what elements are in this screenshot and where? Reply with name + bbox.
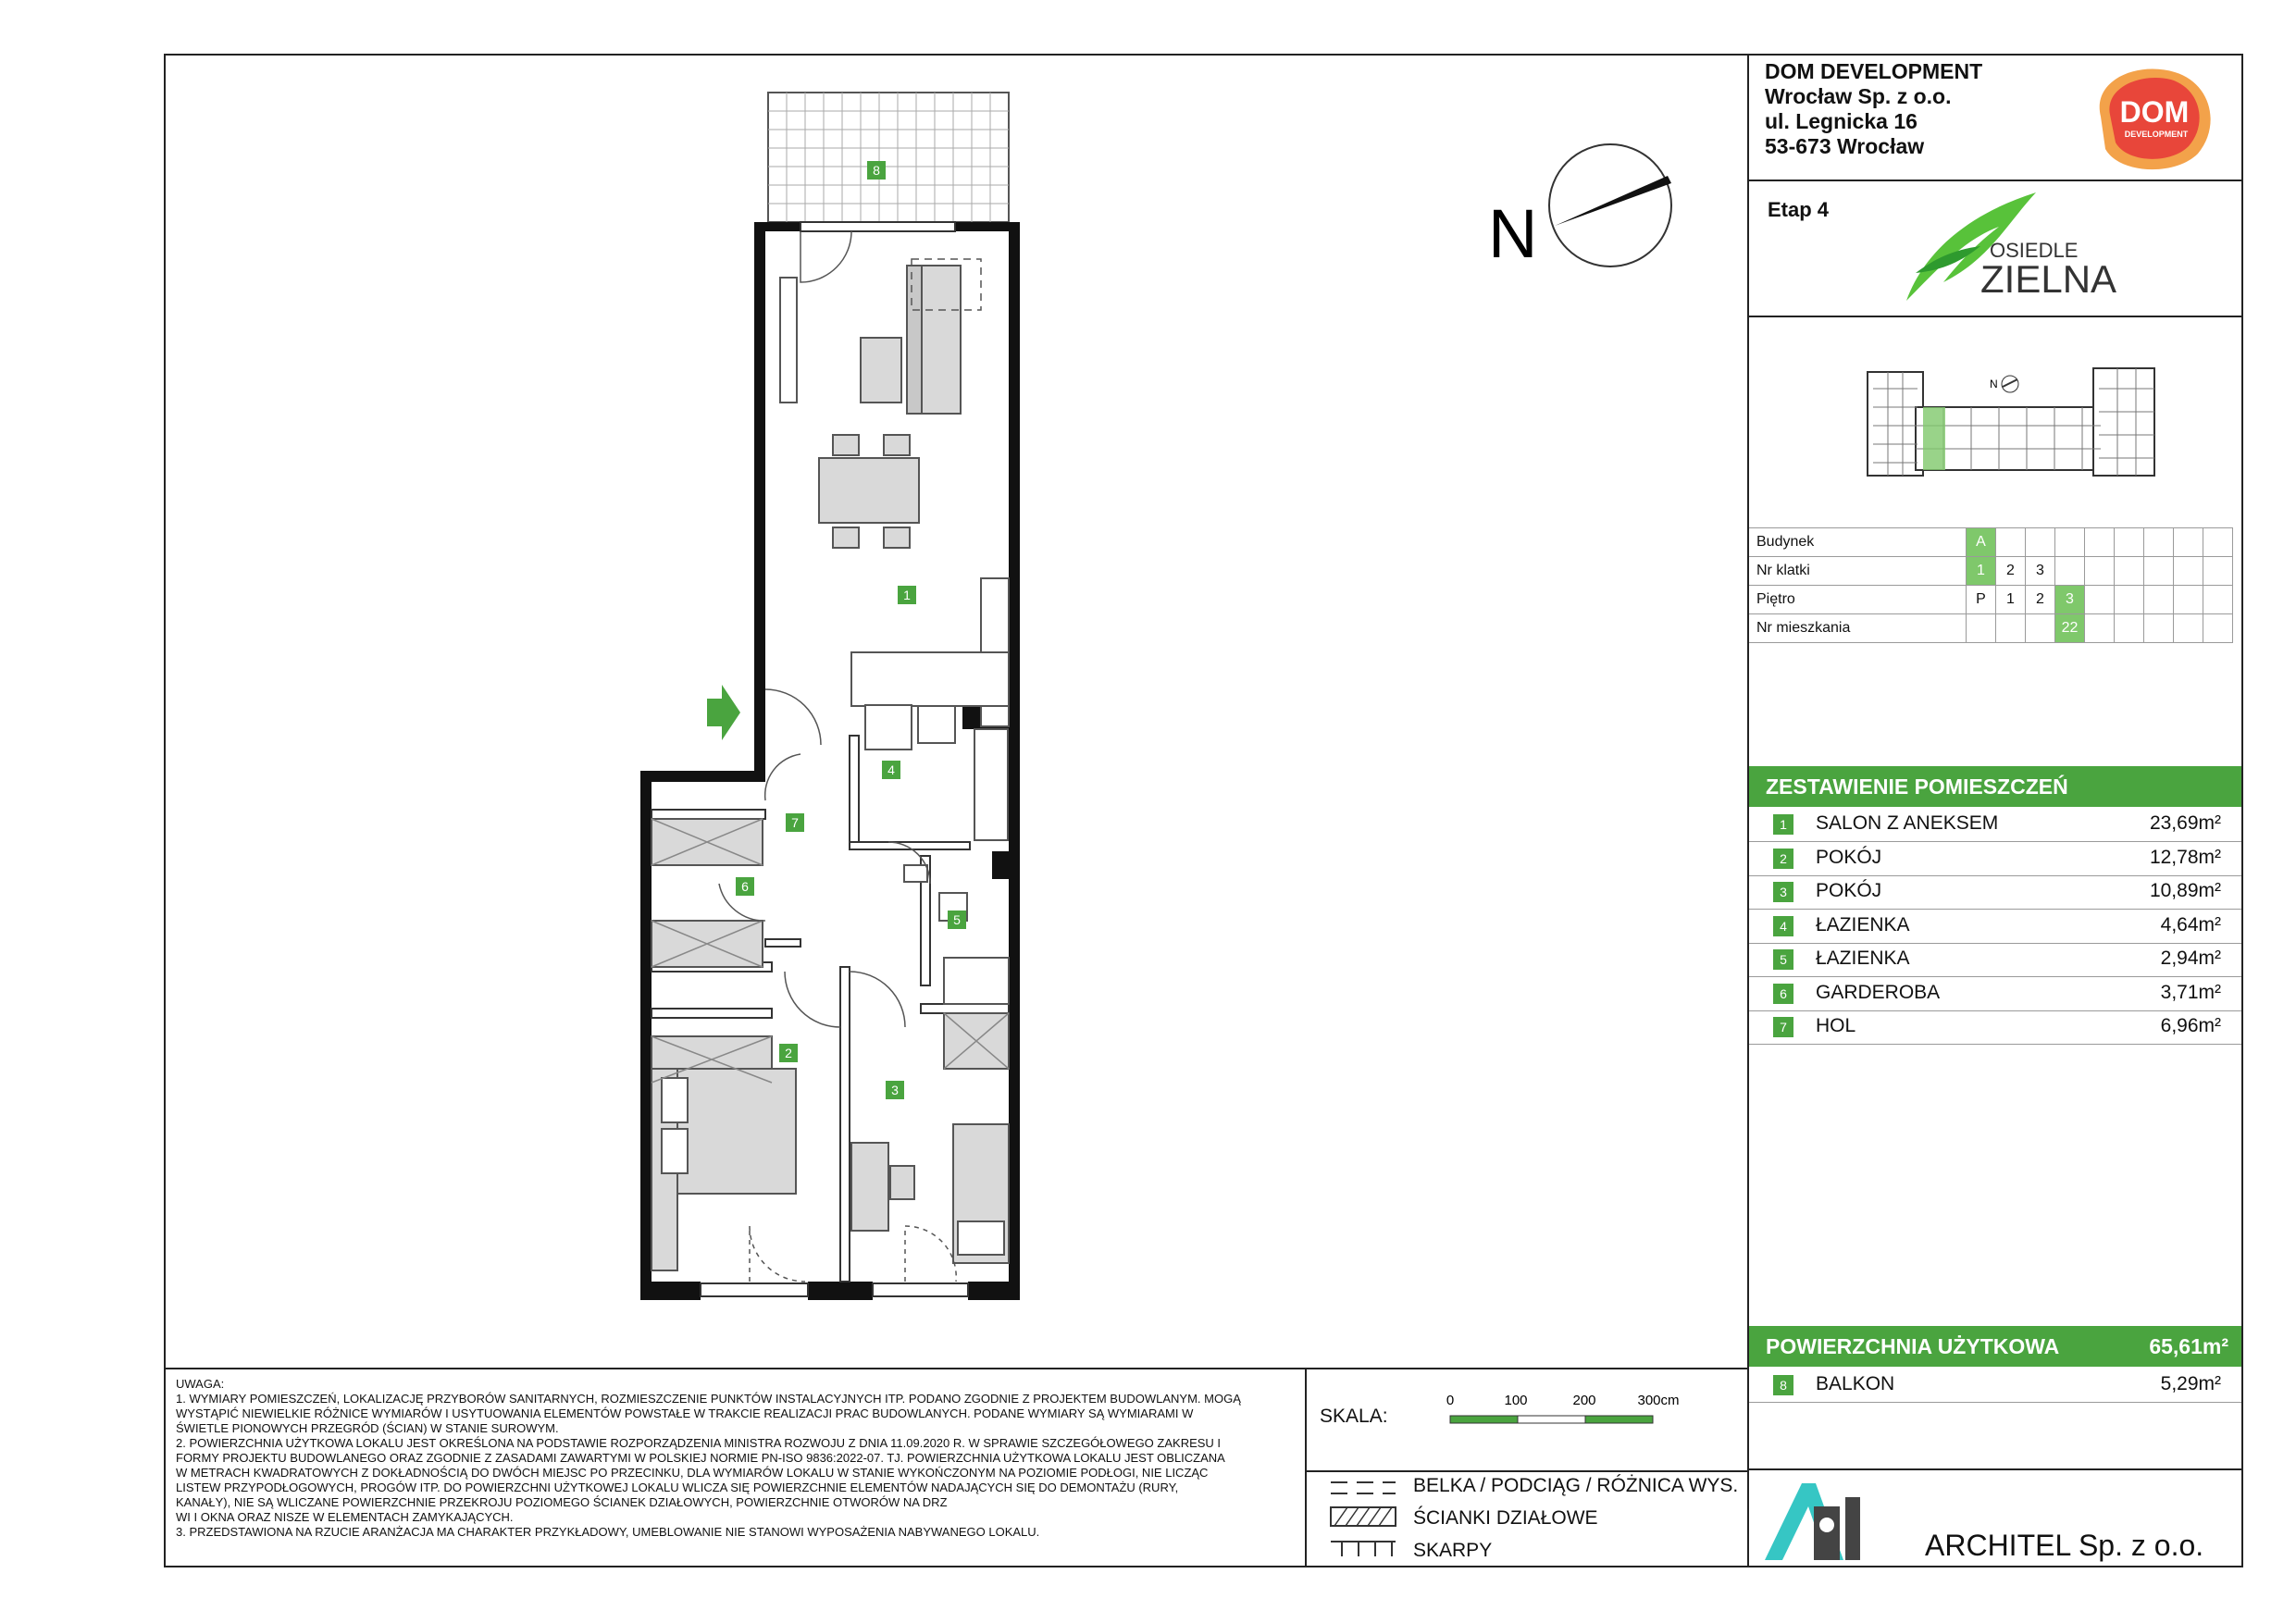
room-row (1749, 808, 2241, 842)
room-row (1749, 910, 2241, 944)
room-row (1749, 842, 2241, 876)
room-area: 2,94m² (2160, 948, 2221, 969)
info-cell (2174, 614, 2203, 643)
room-area: 12,78m² (2149, 846, 2221, 868)
rooms-header (1749, 766, 2241, 807)
room-area: 4,64m² (2160, 913, 2221, 935)
legend-symbols (1329, 1477, 1403, 1560)
balcony-num: 8 (1773, 1375, 1793, 1395)
info-cell (2144, 557, 2174, 586)
room-row (1749, 943, 2241, 977)
unit-info-table (1749, 527, 2233, 643)
total-area-label: POWIERZCHNIA UŻYTKOWA (1766, 1334, 2060, 1358)
room-name: POKÓJ (1816, 846, 1882, 868)
info-cell: 2 (2026, 586, 2055, 614)
reveal-symbol (1331, 1542, 1396, 1556)
furniture (652, 266, 1009, 1270)
info-cell (2144, 614, 2174, 643)
plan-tag-7: 7 (786, 813, 804, 832)
legend-beam: BELKA / PODCIĄG / RÓŻNICA WYS. (1413, 1475, 1739, 1496)
logo-zielna: ZIELNA (1980, 257, 2117, 301)
info-cell (2085, 614, 2115, 643)
company-name: DOM DEVELOPMENT (1765, 59, 1983, 83)
entrance-arrow (707, 685, 740, 740)
info-cell (2203, 528, 2233, 557)
scale-bar (1439, 1388, 1717, 1434)
room-area: 3,71m² (2160, 981, 2221, 1003)
beam-symbol (1331, 1482, 1396, 1493)
room-area: 10,89m² (2149, 880, 2221, 901)
note-line: W METRACH KWADRATOWYCH Z DOKŁADNOŚCIĄ DO DWÓCH MIEJSC PO PRZECINKU, DLA WYMIARÓW LOKALU W STANIE WYKOŃCZONYM NA POZIOMIE PODŁOGI, NIE LICZĄC (176, 1466, 1209, 1480)
note-line: KANAŁY), NIE SĄ WLICZANE POWIERZCHNIE PRZEKROJU POZIOMEGO ŚCIANEK DZIAŁOWYCH, POWIERZCHNIE OTWORÓW NA DRZ (176, 1495, 948, 1509)
info-cell (2026, 614, 2055, 643)
info-row (1749, 586, 2233, 614)
info-cell: 3 (2055, 586, 2085, 614)
info-cell (2203, 586, 2233, 614)
info-cell (2144, 586, 2174, 614)
plan-tag-4: 4 (882, 761, 900, 779)
rooms-header-text: ZESTAWIENIE POMIESZCZEŃ (1766, 774, 2068, 799)
note-line: WI I OKNA ORAZ NISZE W ELEMENTACH ZAMYKAJĄCYCH. (176, 1510, 514, 1524)
info-cell (1996, 528, 2026, 557)
company-subname: Wrocław Sp. z o.o. (1765, 84, 1952, 108)
note-line: ŚWIETLE PIONOWYCH PRZEGRÓD (ŚCIAN) W STANIE SUROWYM. (176, 1421, 559, 1435)
info-cell: A (1967, 528, 1996, 557)
scale-divider (1305, 1368, 1307, 1567)
partition-symbol (1331, 1507, 1396, 1526)
architect-divider (1747, 1468, 2241, 1470)
compass-letter: N (1488, 195, 1538, 272)
plan-tag-8: 8 (867, 161, 886, 180)
info-cell (2055, 557, 2085, 586)
info-cell (2115, 557, 2144, 586)
balcony-row (1749, 1369, 2241, 1403)
info-row (1749, 614, 2233, 643)
note-line: WYSTĄPIĆ NIEWIELKIE RÓŻNICE WYMIARÓW I USYTUOWANIA ELEMENTÓW POWSTAŁE W TRAKCIE REALIZACJI PRAC BUDOWLANYCH. PODANE WYMIARY SĄ WYMIARAMI W (176, 1406, 1194, 1420)
info-cell (2055, 528, 2085, 557)
notes-title: UWAGA: (176, 1377, 225, 1391)
info-cell: 1 (1967, 557, 1996, 586)
balcony-name: BALKON (1816, 1373, 1895, 1394)
room-area: 23,69m² (2149, 812, 2221, 834)
company-city: 53-673 Wrocław (1765, 134, 1925, 158)
key-plan (1860, 361, 2166, 486)
info-cell (1996, 614, 2026, 643)
room-num: 3 (1773, 882, 1793, 902)
room-num: 1 (1773, 814, 1793, 835)
info-row-label: Nr mieszkania (1749, 614, 1967, 643)
info-cell (2026, 528, 2055, 557)
info-cell (2115, 586, 2144, 614)
floor-plan (629, 88, 1055, 1309)
logo-osiedle: OSIEDLE (1990, 239, 2079, 262)
scale-tick-0: 0 (1446, 1393, 1455, 1408)
note-line: FORMY PROJEKTU BUDOWLANEGO ORAZ ZGODNIE Z ZASADAMI ZAWARTYMI W POLSKIEJ NORMIE PN-ISO 9836:2022-07. TJ. POWIERZCHNIA UŻYTKOWA LOKALU JEST OBLICZANA (176, 1451, 1225, 1465)
room-row (1749, 875, 2241, 910)
info-cell (2085, 528, 2115, 557)
room-name: GARDEROBA (1816, 981, 1941, 1003)
compass (1481, 139, 1675, 278)
room-name: HOL (1816, 1015, 1856, 1036)
info-cell: 22 (2055, 614, 2085, 643)
key-plan-north: N (1990, 378, 1998, 390)
room-name: ŁAZIENKA (1816, 913, 1910, 935)
room-num: 7 (1773, 1017, 1793, 1037)
note-line: 2. POWIERZCHNIA UŻYTKOWA LOKALU JEST OKREŚLONA NA PODSTAWIE ROZPORZĄDZENIA MINISTRA ROZWOJU Z DNIA 11.09.2020 R. W SPRAWIE SZCZEGÓŁOWEGO ZAKRESU I (176, 1436, 1222, 1450)
scale-tick-200: 200 (1572, 1393, 1596, 1408)
info-row-label: Budynek (1749, 528, 1967, 557)
info-row-label: Nr klatki (1749, 557, 1967, 586)
etap-label: Etap 4 (1768, 198, 1830, 221)
notes-block (176, 1377, 1286, 1540)
note-line: 1. WYMIARY POMIESZCZEŃ, LOKALIZACJĘ PRZYBORÓW SANITARNYCH, ROZMIESZCZENIE PUNKTÓW INSTALACYJNYCH ITP. PODANO ZGODNIE Z PROJEKTEM BUDOWLANYM. MOGĄ (176, 1392, 1241, 1406)
note-line: LISTEW PRZYPODŁOGOWYCH, PROGÓW ITP. DO POWIERZCHNI UŻYTKOWEJ LOKALU WLICZA SIĘ POWIERZCHNIE ELEMENTÓW NADAJĄCYCH SIĘ DO DEMONTAŻU (RURY, (176, 1481, 1179, 1494)
room-name: POKÓJ (1816, 880, 1882, 901)
info-cell (2174, 528, 2203, 557)
info-cell: 2 (1996, 557, 2026, 586)
legend-partitions: ŚCIANKI DZIAŁOWE (1413, 1507, 1598, 1529)
dom-logo-text: DOM (2119, 95, 2190, 129)
info-row (1749, 528, 2233, 557)
plan-tag-2: 2 (779, 1044, 798, 1062)
info-cell (2085, 557, 2115, 586)
info-cell (2115, 528, 2144, 557)
scale-label: SKALA: (1320, 1406, 1388, 1427)
dom-development-logo (2082, 61, 2221, 178)
total-area-value: 65,61m² (2149, 1334, 2228, 1358)
osiedle-zielna-logo (1888, 185, 2119, 305)
company-address (1765, 59, 1982, 159)
project-divider (1747, 316, 2241, 317)
scale-tick-100: 100 (1504, 1393, 1528, 1408)
info-cell: 3 (2026, 557, 2055, 586)
info-row (1749, 557, 2233, 586)
total-area-bar (1749, 1326, 2241, 1367)
info-cell (2115, 614, 2144, 643)
plan-tag-5: 5 (948, 911, 966, 929)
plan-tag-3: 3 (886, 1081, 904, 1099)
company-divider (1747, 180, 2241, 181)
scale-tick-300: 300cm (1637, 1393, 1680, 1408)
info-cell (1967, 614, 1996, 643)
room-area: 6,96m² (2160, 1015, 2221, 1036)
note-line: 3. PRZEDSTAWIONA NA RZUCIE ARANŻACJA MA CHARAKTER PRZYKŁADOWY, UMEBLOWANIE NIE STANOWI WYPOSAŻENIA NABYWANEGO LOKALU. (176, 1525, 1040, 1539)
room-num: 6 (1773, 984, 1793, 1004)
room-num: 4 (1773, 916, 1793, 936)
info-cell (2174, 586, 2203, 614)
plan-tag-1: 1 (898, 586, 916, 604)
info-cell (2144, 528, 2174, 557)
info-cell (2203, 557, 2233, 586)
info-cell (2203, 614, 2233, 643)
legend-divider (1305, 1470, 1749, 1472)
notes-divider (164, 1368, 1749, 1369)
info-row-label: Piętro (1749, 586, 1967, 614)
architect-name: ARCHITEL Sp. z o.o. (1925, 1529, 2204, 1562)
room-num: 5 (1773, 949, 1793, 970)
room-row (1749, 977, 2241, 1011)
balcony-area: 5,29m² (2160, 1373, 2221, 1394)
plan-tag-6: 6 (736, 877, 754, 896)
info-cell (2174, 557, 2203, 586)
room-name: SALON Z ANEKSEM (1816, 812, 1999, 834)
info-cell (2085, 586, 2115, 614)
info-cell: 1 (1996, 586, 2026, 614)
company-street: ul. Legnicka 16 (1765, 109, 1917, 133)
legend-reveals: SKARPY (1413, 1540, 1493, 1561)
info-cell: P (1967, 586, 1996, 614)
room-num: 2 (1773, 849, 1793, 869)
balcony-grid (768, 93, 1009, 222)
dom-logo-subtext: DEVELOPMENT (2124, 130, 2189, 139)
architel-logo (1760, 1479, 1899, 1564)
room-row (1749, 1010, 2241, 1045)
room-name: ŁAZIENKA (1816, 948, 1910, 969)
